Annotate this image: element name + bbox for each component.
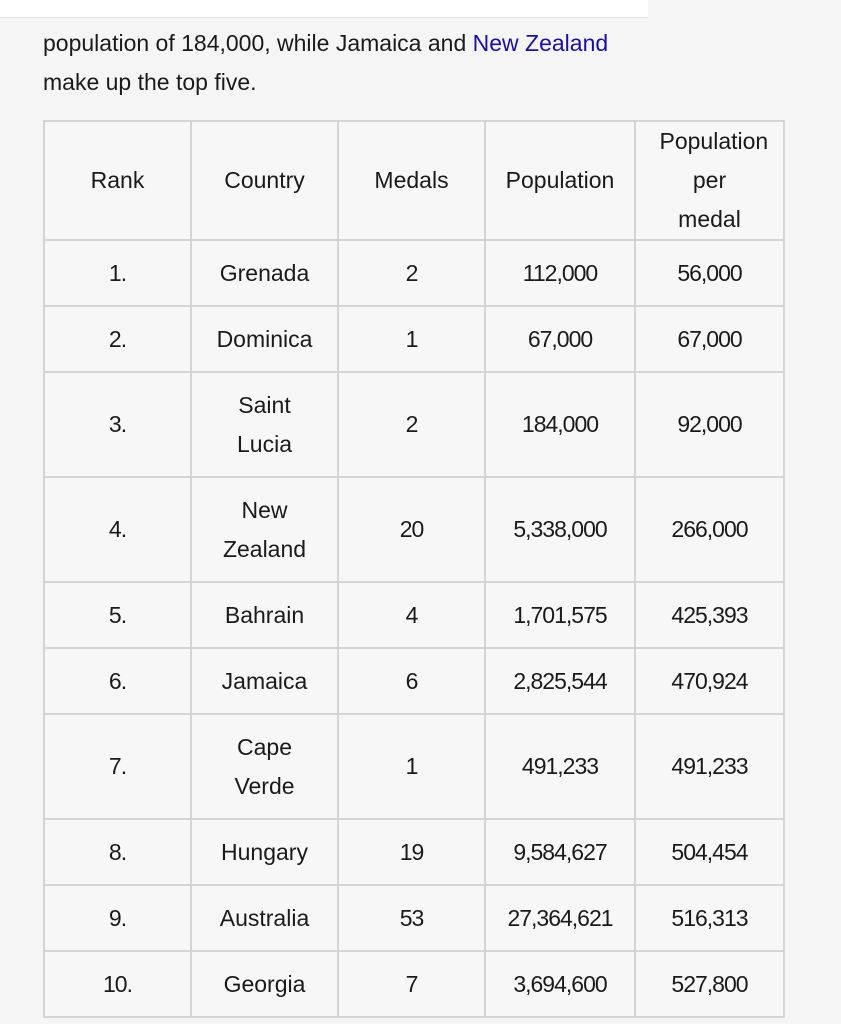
cell-rank: 6. xyxy=(44,648,191,714)
cell-rank: 5. xyxy=(44,582,191,648)
table-row xyxy=(44,582,784,648)
cell-country: Bahrain xyxy=(191,582,338,648)
header-population-per-medal xyxy=(635,121,784,240)
cell-per-medal: 56,000 xyxy=(635,240,784,306)
cell-per-medal: 92,000 xyxy=(635,372,784,477)
cell-rank: 10. xyxy=(44,951,191,1017)
cell-population: 491,233 xyxy=(485,714,635,819)
cell-country-label: Saint Lucia xyxy=(237,391,292,457)
table-row xyxy=(44,240,784,306)
previous-content-box xyxy=(0,0,648,18)
cell-medals: 1 xyxy=(338,306,485,372)
cell-rank: 2. xyxy=(44,306,191,372)
table-row xyxy=(44,477,784,582)
cell-per-medal: 67,000 xyxy=(635,306,784,372)
intro-text-after: make up the top five. xyxy=(43,69,257,95)
cell-medals: 2 xyxy=(338,240,485,306)
table-row xyxy=(44,819,784,885)
cell-per-medal: 527,800 xyxy=(635,951,784,1017)
cell-population: 112,000 xyxy=(485,240,635,306)
header-population: Population xyxy=(485,121,635,240)
cell-country xyxy=(191,714,338,819)
cell-medals: 2 xyxy=(338,372,485,477)
cell-population: 9,584,627 xyxy=(485,819,635,885)
cell-rank: 7. xyxy=(44,714,191,819)
cell-country xyxy=(191,372,338,477)
cell-medals: 20 xyxy=(338,477,485,582)
cell-rank: 1. xyxy=(44,240,191,306)
cell-country: Australia xyxy=(191,885,338,951)
cell-rank: 9. xyxy=(44,885,191,951)
cell-population: 184,000 xyxy=(485,372,635,477)
table-row xyxy=(44,714,784,819)
header-medals: Medals xyxy=(338,121,485,240)
cell-medals: 4 xyxy=(338,582,485,648)
cell-rank: 8. xyxy=(44,819,191,885)
table-row xyxy=(44,372,784,477)
cell-per-medal: 491,233 xyxy=(635,714,784,819)
cell-per-medal: 425,393 xyxy=(635,582,784,648)
cell-per-medal: 516,313 xyxy=(635,885,784,951)
cell-medals: 1 xyxy=(338,714,485,819)
table-row xyxy=(44,885,784,951)
cell-country: Dominica xyxy=(191,306,338,372)
cell-medals: 6 xyxy=(338,648,485,714)
header-country: Country xyxy=(191,121,338,240)
table-row xyxy=(44,648,784,714)
cell-population: 5,338,000 xyxy=(485,477,635,582)
cell-per-medal: 266,000 xyxy=(635,477,784,582)
cell-country: Georgia xyxy=(191,951,338,1017)
cell-population: 67,000 xyxy=(485,306,635,372)
header-per-medal-label: Population per medal xyxy=(659,128,769,232)
cell-country: Jamaica xyxy=(191,648,338,714)
cell-population: 2,825,544 xyxy=(485,648,635,714)
medals-per-capita-table xyxy=(43,120,785,1018)
cell-country: Hungary xyxy=(191,819,338,885)
new-zealand-link[interactable]: New Zealand xyxy=(472,30,609,56)
table-header-row xyxy=(44,121,784,240)
cell-country-label: New Zealand xyxy=(222,496,307,562)
intro-paragraph xyxy=(43,24,643,102)
cell-country-label: Cape Verde xyxy=(234,733,295,799)
header-rank: Rank xyxy=(44,121,191,240)
table-row xyxy=(44,951,784,1017)
cell-medals: 7 xyxy=(338,951,485,1017)
cell-medals: 19 xyxy=(338,819,485,885)
table-row xyxy=(44,306,784,372)
cell-medals: 53 xyxy=(338,885,485,951)
cell-population: 1,701,575 xyxy=(485,582,635,648)
intro-text-before: population of 184,000, while Jamaica and xyxy=(43,30,473,56)
cell-per-medal: 504,454 xyxy=(635,819,784,885)
cell-rank: 3. xyxy=(44,372,191,477)
cell-rank: 4. xyxy=(44,477,191,582)
cell-per-medal: 470,924 xyxy=(635,648,784,714)
cell-country: Grenada xyxy=(191,240,338,306)
cell-population: 3,694,600 xyxy=(485,951,635,1017)
cell-country xyxy=(191,477,338,582)
cell-population: 27,364,621 xyxy=(485,885,635,951)
